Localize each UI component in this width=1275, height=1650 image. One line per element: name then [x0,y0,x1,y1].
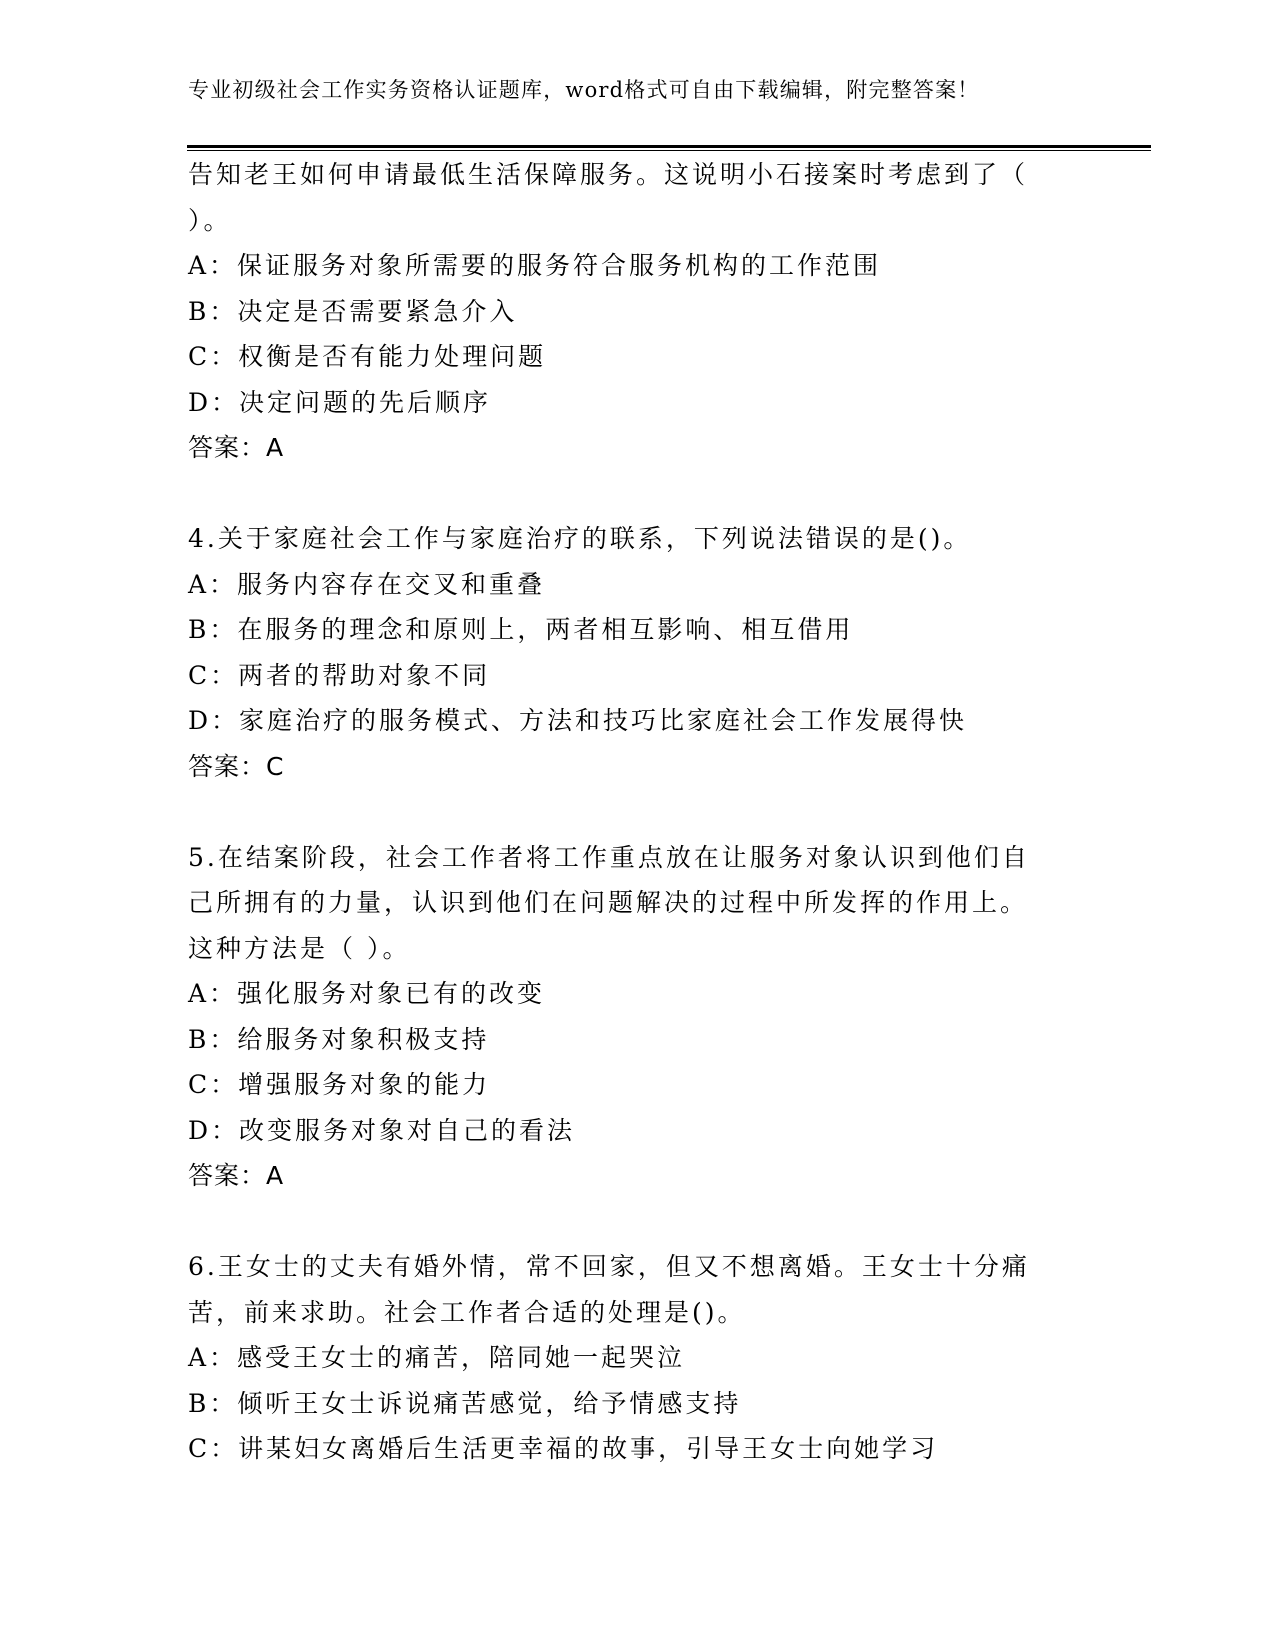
question-stem-line: 5.在结案阶段，社会工作者将工作重点放在让服务对象认识到他们自 [188,842,1030,872]
question-3 [188,152,1068,471]
option-d: D：决定问题的先后顺序 [188,387,492,417]
option-c: C：权衡是否有能力处理问题 [188,342,547,371]
spacer [188,1199,1068,1245]
question-stem-line: 6.王女士的丈夫有婚外情，常不回家，但又不想离婚。王女士十分痛 [188,1252,1030,1281]
question-6 [188,1244,1068,1472]
question-stem-line: 苦，前来求助。社会工作者合适的处理是()。 [188,1297,746,1327]
answer: 答案：A [188,1161,285,1190]
option-b: B：在服务的理念和原则上，两者相互影响、相互借用 [188,615,854,644]
question-stem-line: ）。 [188,205,232,235]
page-header: 专业初级社会工作实务资格认证题库，word格式可自由下载编辑，附完整答案！ [188,78,980,102]
question-stem-line: 告知老王如何申请最低生活保障服务。这说明小石接案时考虑到了（ [188,160,1029,189]
question-4 [188,516,1068,789]
option-d: D：改变服务对象对自己的看法 [188,1115,576,1145]
option-c: C：增强服务对象的能力 [188,1070,491,1099]
question-stem-line: 己所拥有的力量，认识到他们在问题解决的过程中所发挥的作用上。 [188,888,1029,917]
option-a: A：感受王女士的痛苦，陪同她一起哭泣 [188,1343,686,1372]
option-c: C：讲某妇女离婚后生活更幸福的故事，引导王女士向她学习 [188,1434,939,1463]
question-stem-line: 4.关于家庭社会工作与家庭治疗的联系，下列说法错误的是()。 [188,524,972,553]
option-b: B：决定是否需要紧急介入 [188,296,518,326]
answer: 答案：C [188,751,285,781]
option-b: B：给服务对象积极支持 [188,1024,490,1054]
option-b: B：倾听王女士诉说痛苦感觉，给予情感支持 [188,1388,742,1418]
document-body [188,152,1068,1472]
option-a: A：服务内容存在交叉和重叠 [188,569,546,599]
header-rule-thick [187,145,1151,148]
option-d: D：家庭治疗的服务模式、方法和技巧比家庭社会工作发展得快 [188,706,968,735]
header-rule-thin [187,150,1151,151]
answer: 答案：A [188,433,285,462]
question-5 [188,835,1068,1199]
option-a: A：保证服务对象所需要的服务符合服务机构的工作范围 [188,251,882,280]
spacer [188,471,1068,517]
spacer [188,789,1068,835]
option-c: C：两者的帮助对象不同 [188,660,491,690]
question-stem-line: 这种方法是（ ）。 [188,933,411,963]
option-a: A：强化服务对象已有的改变 [188,979,546,1008]
